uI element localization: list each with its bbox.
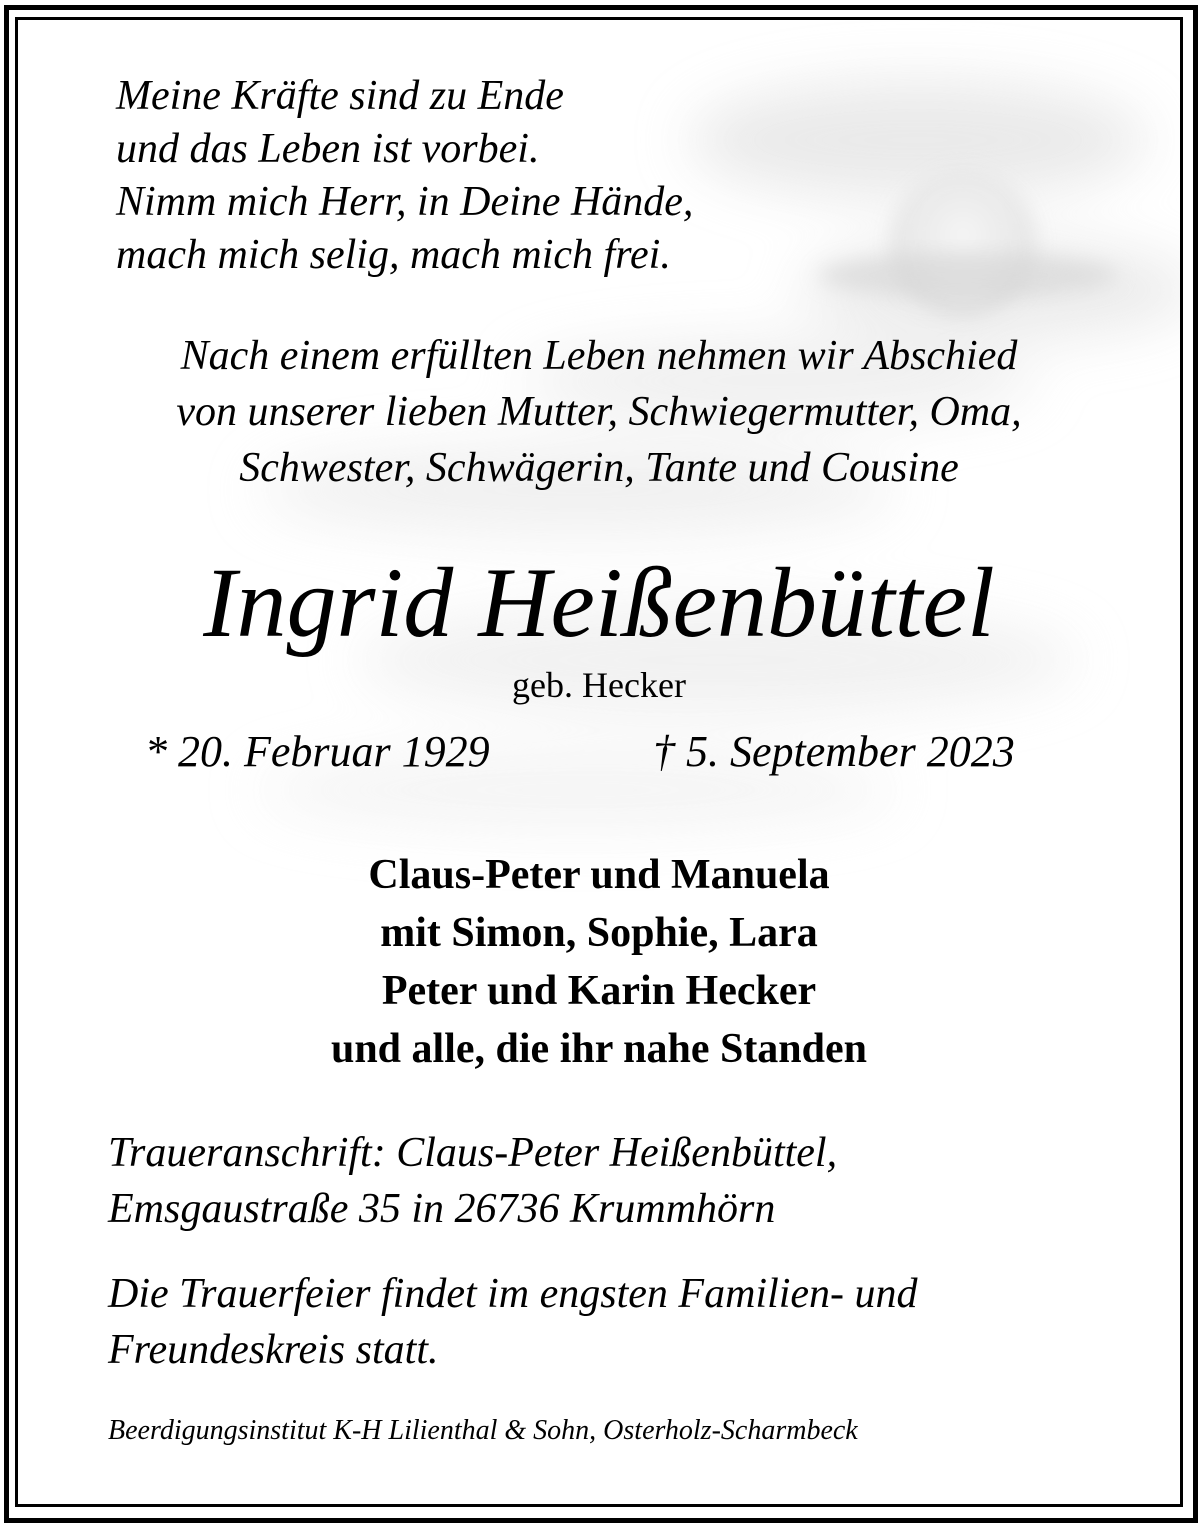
address-line: Traueranschrift: Claus-Peter Heißenbüttel, bbox=[108, 1130, 838, 1176]
mourning-address bbox=[108, 1125, 837, 1237]
poem-line: Nimm mich Herr, in Deine Hände, bbox=[116, 179, 694, 225]
deceased-name: Ingrid Heißenbüttel bbox=[203, 547, 995, 658]
poem-line: Meine Kräfte sind zu Ende bbox=[116, 73, 564, 119]
funeral-home-credit: Beerdigungsinstitut K-H Lilienthal & Sohn, Osterholz-Scharmbeck bbox=[108, 1415, 858, 1446]
address-line: Emsgaustraße 35 in 26736 Krummhörn bbox=[108, 1186, 776, 1232]
ceremony-line: Freundeskreis statt. bbox=[108, 1327, 439, 1373]
mourner-line: Peter und Karin Hecker bbox=[381, 968, 817, 1014]
birth-date: * 20. Februar 1929 bbox=[145, 727, 490, 776]
death-date: † 5. September 2023 bbox=[653, 727, 1015, 776]
inner-border bbox=[15, 17, 1183, 1507]
maiden-name: geb. Hecker bbox=[512, 665, 686, 705]
intro-line: Nach einem erfüllten Leben nehmen wir Abschied bbox=[180, 333, 1018, 379]
poem bbox=[116, 70, 693, 282]
mourners-list bbox=[18, 846, 1180, 1078]
poem-line: mach mich selig, mach mich frei. bbox=[116, 232, 671, 278]
ceremony-line: Die Trauerfeier findet im engsten Familien- und bbox=[108, 1271, 918, 1317]
farewell-intro bbox=[18, 328, 1180, 496]
intro-line: von unserer lieben Mutter, Schwiegermutter, Oma, bbox=[176, 389, 1022, 435]
ceremony-note bbox=[108, 1266, 918, 1378]
mourner-line: Claus-Peter und Manuela bbox=[368, 852, 830, 898]
mourner-line: mit Simon, Sophie, Lara bbox=[380, 910, 818, 956]
intro-line: Schwester, Schwägerin, Tante und Cousine bbox=[239, 445, 959, 491]
poem-line: und das Leben ist vorbei. bbox=[116, 126, 540, 172]
mourner-line: und alle, die ihr nahe Standen bbox=[330, 1026, 868, 1072]
